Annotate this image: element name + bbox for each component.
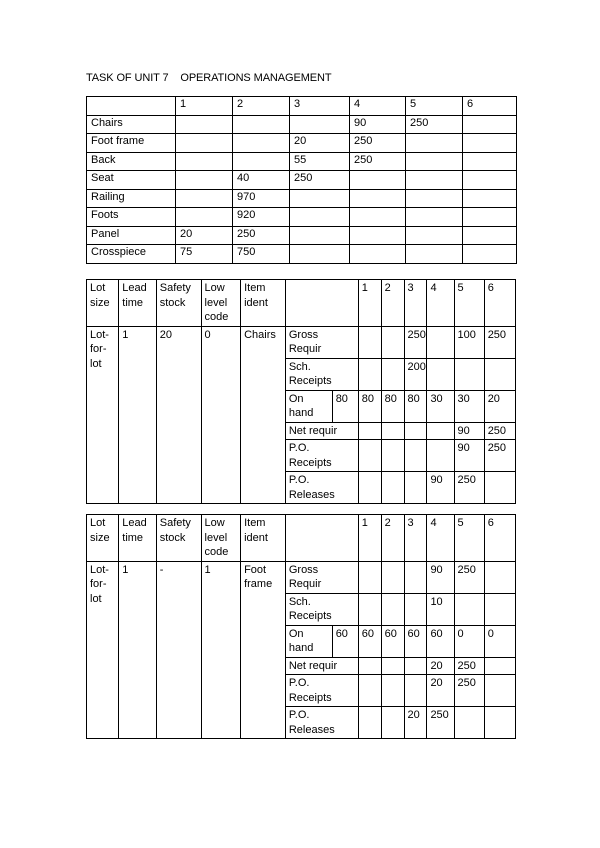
mrp-value-cell [404,422,427,440]
mrp-value-cell [358,326,381,358]
bom-value-cell [350,171,406,190]
bom-period-header: 6 [463,97,517,116]
mrp-value-cell [484,561,515,593]
mrp-value-cell [427,422,454,440]
mrp-value-cell: 90 [454,422,484,440]
mrp-value-cell [381,593,404,625]
low-level-code-value: 1 [201,561,241,739]
item-ident-value: Foot frame [241,561,286,739]
row-label: P.O. Receipts [285,440,358,472]
mrp-value-cell [358,593,381,625]
bom-value-cell [463,245,517,264]
mrp-value-cell [358,440,381,472]
mrp-value-cell: 60 [381,625,404,657]
document-title: TASK OF UNIT 7 OPERATIONS MANAGEMENT [86,72,332,84]
mrp-value-cell [358,422,381,440]
bom-value-cell [290,189,350,208]
mrp-value-cell [484,593,515,625]
mrp-value-cell: 20 [427,657,454,675]
bom-value-cell [463,189,517,208]
mrp-value-cell: 10 [427,593,454,625]
mrp-value-cell [404,472,427,504]
bom-value-cell [463,152,517,171]
bom-row [87,245,517,264]
mrp-header-row [87,515,516,562]
bom-corner-cell [87,97,176,116]
bom-value-cell: 20 [176,226,233,245]
lead-time-header: Lead time [119,515,156,562]
bom-item-name: Foots [87,208,176,227]
mrp-value-cell [404,440,427,472]
bom-value-cell [406,245,463,264]
mrp-value-cell [454,707,484,739]
row-label: Sch. Receipts [285,593,358,625]
bom-value-cell: 20 [290,134,350,153]
mrp-value-cell [381,561,404,593]
bom-value-cell [290,245,350,264]
mrp-value-cell: 250 [454,675,484,707]
row-label: Gross Requir [285,326,358,358]
bom-value-cell: 250 [290,171,350,190]
mrp-value-cell: 90 [454,440,484,472]
mrp-value-cell: 60 [427,625,454,657]
bom-value-cell [176,208,233,227]
period-header: 2 [381,515,404,562]
mrp-value-cell [427,440,454,472]
mrp-value-cell [404,561,427,593]
mrp-value-cell [404,657,427,675]
bom-value-cell [350,208,406,227]
bom-value-cell [406,171,463,190]
bom-value-cell [463,226,517,245]
item-ident-value: Chairs [241,326,286,504]
mrp-value-cell: 100 [454,326,484,358]
mrp-value-cell: 80 [404,390,427,422]
mrp-value-cell: 20 [427,675,454,707]
low-level-code-header: Low level code [201,280,241,327]
mrp-value-cell: 250 [454,561,484,593]
bom-value-cell: 40 [233,171,290,190]
mrp-table-foot-frame [86,514,516,739]
low-level-code-value: 0 [201,326,241,504]
bom-value-cell: 75 [176,245,233,264]
mrp-value-cell: 250 [454,472,484,504]
period-header: 3 [404,280,427,327]
bom-row [87,115,517,134]
bom-item-name: Railing [87,189,176,208]
bom-value-cell: 55 [290,152,350,171]
lot-size-header: Lot size [87,515,119,562]
mrp-value-cell [358,358,381,390]
mrp-value-cell: 20 [484,390,515,422]
mrp-value-cell [484,358,515,390]
period-header: 4 [427,280,454,327]
period-header: 2 [381,280,404,327]
period-header: 5 [454,280,484,327]
on-hand-initial: 80 [332,390,358,422]
bom-value-cell [233,134,290,153]
bom-value-cell [350,189,406,208]
mrp-value-cell: 60 [404,625,427,657]
mrp-value-cell [484,675,515,707]
safety-stock-header: Safety stock [156,280,201,327]
safety-stock-header: Safety stock [156,515,201,562]
mrp-row-gross [87,561,516,593]
row-label: P.O. Releases [285,472,358,504]
mrp-value-cell: 80 [358,390,381,422]
bom-value-cell [233,115,290,134]
period-header: 4 [427,515,454,562]
mrp-value-cell [358,707,381,739]
bom-value-cell [406,152,463,171]
mrp-value-cell: 30 [427,390,454,422]
lot-size-header: Lot size [87,280,119,327]
mrp-value-cell: 250 [484,326,515,358]
bom-period-header: 1 [176,97,233,116]
mrp-value-cell: 30 [454,390,484,422]
mrp-value-cell [427,358,454,390]
bom-period-header: 4 [350,97,406,116]
bom-value-cell [406,226,463,245]
bom-requirements-table [86,96,517,264]
bom-item-name: Back [87,152,176,171]
bom-value-cell [176,171,233,190]
item-ident-header: Item ident [241,515,286,562]
mrp-value-cell [427,326,454,358]
mrp-value-cell: 250 [484,422,515,440]
period-header: 6 [484,280,515,327]
mrp-value-cell [358,675,381,707]
row-label: On hand [285,390,332,422]
bom-value-cell: 920 [233,208,290,227]
mrp-value-cell [358,657,381,675]
safety-stock-value: 20 [156,326,201,504]
bom-value-cell: 250 [233,226,290,245]
mrp-value-cell [381,707,404,739]
bom-value-cell: 250 [350,134,406,153]
bom-value-cell [406,134,463,153]
bom-value-cell [290,115,350,134]
mrp-value-cell [381,675,404,707]
bom-value-cell [463,171,517,190]
bom-value-cell: 250 [406,115,463,134]
period-header: 6 [484,515,515,562]
bom-item-name: Crosspiece [87,245,176,264]
mrp-value-cell [381,422,404,440]
mrp-value-cell: 250 [454,657,484,675]
row-label: On hand [285,625,332,657]
mrp-value-cell: 200 [404,358,427,390]
item-ident-header: Item ident [241,280,286,327]
bom-value-cell [350,245,406,264]
mrp-value-cell [381,472,404,504]
mrp-value-cell: 250 [404,326,427,358]
row-label: P.O. Releases [285,707,358,739]
period-header: 1 [358,515,381,562]
mrp-header-row [87,280,516,327]
bom-row [87,152,517,171]
bom-value-cell: 250 [350,152,406,171]
bom-item-name: Seat [87,171,176,190]
bom-value-cell [406,189,463,208]
mrp-value-cell [484,472,515,504]
bom-item-name: Panel [87,226,176,245]
bom-value-cell: 90 [350,115,406,134]
bom-row [87,189,517,208]
period-header: 3 [404,515,427,562]
safety-stock-value: - [156,561,201,739]
mrp-value-cell [404,593,427,625]
bom-value-cell [463,115,517,134]
mrp-value-cell [454,358,484,390]
row-label: Gross Requir [285,561,358,593]
bom-header-row [87,97,517,116]
bom-period-header: 5 [406,97,463,116]
row-label: Sch. Receipts [285,358,358,390]
lead-time-header: Lead time [119,280,156,327]
mrp-value-cell: 0 [484,625,515,657]
bom-item-name: Foot frame [87,134,176,153]
on-hand-initial: 60 [332,625,358,657]
bom-value-cell [176,115,233,134]
mrp-value-cell: 90 [427,561,454,593]
mrp-value-cell [454,593,484,625]
row-label: Net requir [285,657,358,675]
low-level-code-header: Low level code [201,515,241,562]
bom-value-cell [350,226,406,245]
mrp-value-cell [484,657,515,675]
mrp-value-cell [381,326,404,358]
bom-value-cell [176,189,233,208]
mrp-value-cell [358,561,381,593]
period-header: 5 [454,515,484,562]
lead-time-value: 1 [119,561,156,739]
bom-value-cell [406,208,463,227]
bom-row [87,171,517,190]
mrp-value-cell [381,440,404,472]
bom-period-header: 2 [233,97,290,116]
bom-value-cell [463,134,517,153]
lot-size-value: Lot- for- lot [87,326,119,504]
bom-value-cell: 970 [233,189,290,208]
mrp-value-cell: 0 [454,625,484,657]
period-header: 1 [358,280,381,327]
bom-value-cell: 750 [233,245,290,264]
mrp-value-cell: 60 [358,625,381,657]
mrp-value-cell [381,657,404,675]
bom-row [87,226,517,245]
bom-value-cell [290,208,350,227]
bom-value-cell [290,226,350,245]
bom-row [87,208,517,227]
lot-size-value: Lot- for- lot [87,561,119,739]
bom-value-cell [463,208,517,227]
mrp-value-cell: 20 [404,707,427,739]
mrp-value-cell [381,358,404,390]
mrp-row-gross [87,326,516,358]
bom-item-name: Chairs [87,115,176,134]
bom-period-header: 3 [290,97,350,116]
mrp-value-cell: 250 [484,440,515,472]
bom-row [87,134,517,153]
row-label: Net requir [285,422,358,440]
mrp-value-cell: 80 [381,390,404,422]
bom-value-cell [233,152,290,171]
row-label: P.O. Receipts [285,675,358,707]
lead-time-value: 1 [119,326,156,504]
bom-value-cell [176,152,233,171]
mrp-value-cell [404,675,427,707]
mrp-table-chairs [86,279,516,504]
blank-header [285,280,358,327]
mrp-value-cell: 90 [427,472,454,504]
mrp-value-cell: 250 [427,707,454,739]
blank-header [285,515,358,562]
mrp-value-cell [358,472,381,504]
mrp-value-cell [484,707,515,739]
bom-value-cell [176,134,233,153]
